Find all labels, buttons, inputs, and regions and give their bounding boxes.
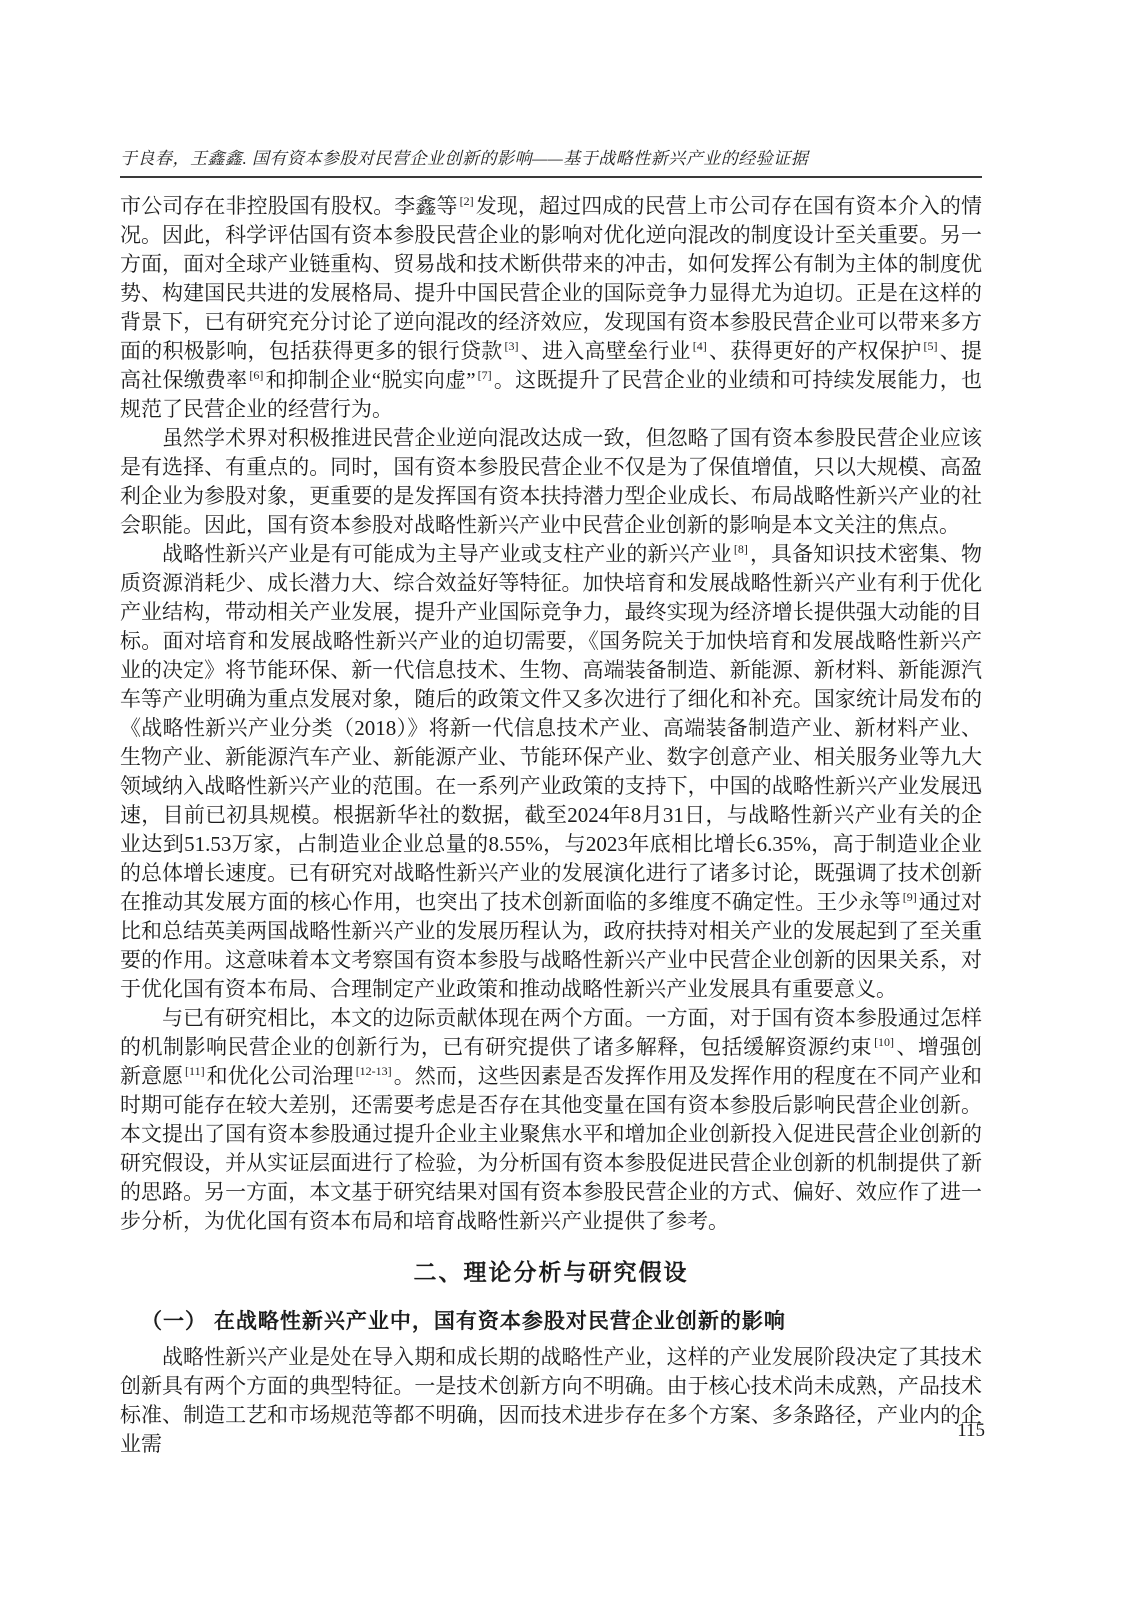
page-number: 115 xyxy=(957,1420,985,1441)
paragraph-4: 与已有研究相比，本文的边际贡献体现在两个方面。一方面，对于国有资本参股通过怎样的机制影响民营企业的创新行为，已有研究提供了诸多解释，包括缓解资源约束 [10]、增强创新意愿 [11]和优化公司治理 [12-13]。然而，这些因素是否发挥作用及发挥作用的程度在不同产业和时期可能存在较大差别，还需要考虑是否存在其他变量在国有资本参股后影响民营企业创新。本文提出了国有资本参股通过提升企业主业聚焦水平和增加企业创新投入促进民营企业创新的研究假设，并从实证层面进行了检验，为分析国有资本参股促进民营企业创新的机制提供了新的思路。另一方面，本文基于研究结果对国有资本参股民营企业的方式、偏好、效应作了进一步分析，为优化国有资本布局和培育战略性新兴产业提供了参考。 xyxy=(120,1006,983,1233)
header-rule xyxy=(120,176,982,178)
running-head: 于良春，王鑫鑫. 国有资本参股对民营企业创新的影响——基于战略性新兴产业的经验证据 xyxy=(120,149,809,168)
content-column xyxy=(120,148,982,1459)
paragraph-5: 战略性新兴产业是处在导入期和成长期的战略性产业，这样的产业发展阶段决定了其技术创新具有两个方面的典型特征。一是技术创新方向不明确。由于核心技术尚未成熟，产品技术标准、制造工艺和市场规范等都不明确，因而技术进步存在多个方案、多条路径，产业内的企业需 xyxy=(120,1345,982,1456)
subsection-heading: （一） 在战略性新兴产业中，国有资本参股对民营企业创新的影响 xyxy=(141,1310,786,1333)
section-heading: 二、理论分析与研究假设 xyxy=(413,1259,689,1285)
paragraph-3: 战略性新兴产业是有可能成为主导产业或支柱产业的新兴产业 [8]，具备知识技术密集、物质资源消耗少、成长潜力大、综合效益好等特征。加快培育和发展战略性新兴产业有利于优化产业结构，带动相关产业发展，提升产业国际竞争力，最终实现为经济增长提供强大动能的目标。面对培育和发展战略性新兴产业的迫切需要，《国务院关于加快培育和发展战略性新兴产业的决定》将节能环保、新一代信息技术、生物、高端装备制造、新能源、新材料、新能源汽车等产业明确为重点发展对象，随后的政策文件又多次进行了细化和补充。国家统计局发布的《战略性新兴产业分类（2018）》将新一代信息技术产业、高端装备制造产业、新材料产业、生物产业、新能源汽车产业、新能源产业、节能环保产业、数字创意产业、相关服务业等九大领域纳入战略性新兴产业的范围。在一系列产业政策的支持下，中国的战略性新兴产业发展迅速，目前已初具规模。根据新华社的数据，截至2024年8月31日，与战略性新兴产业有关的企业达到51.53万家，占制造业企业总量的8.55%，与2023年底相比增长6.35%，高于制造业企业的总体增长速度。已有研究对战略性新兴产业的发展演化进行了诸多讨论，既强调了技术创新在推动其发展方面的核心作用，也突出了技术创新面临的多维度不确定性。王少永等 [9]通过对比和总结英美两国战略性新兴产业的发展历程认为，政府扶持对相关产业的发展起到了至关重要的作用。这意味着本文考察国有资本参股与战略性新兴产业中民营企业创新的因果关系，对于优化国有资本布局、合理制定产业政策和推动战略性新兴产业发展具有重要意义。 xyxy=(120,542,983,1001)
paragraph-continuation: 市公司存在非控股国有股权。李鑫等 [2]发现，超过四成的民营上市公司存在国有资本介入的情况。因此，科学评估国有资本参股民营企业的影响对优化逆向混改的制度设计至关重要。另一方面，面对全球产业链重构、贸易战和技术断供带来的冲击，如何发挥公有制为主体的制度优势、构建国民共进的发展格局、提升中国民营企业的国际竞争力显得尤为迫切。正是在这样的背景下，已有研究充分讨论了逆向混改的经济效应，发现国有资本参股民营企业可以带来多方面的积极影响，包括获得更多的银行贷款 [3]、进入高壁垒行业 [4]、获得更好的产权保护 [5]、提高社保缴费率 [6]和抑制企业“脱实向虚” [7]。这既提升了民营企业的业绩和可持续发展能力，也规范了民营企业的经营行为。 xyxy=(120,194,983,421)
paragraph-2: 虽然学术界对积极推进民营企业逆向混改达成一致，但忽略了国有资本参股民营企业应该是有选择、有重点的。同时，国有资本参股民营企业不仅是为了保值增值，只以大规模、高盈利企业为参股对象，更重要的是发挥国有资本扶持潜力型企业成长、布局战略性新兴产业的社会职能。因此，国有资本参股对战略性新兴产业中民营企业创新的影响是本文关注的焦点。 xyxy=(120,426,982,537)
article-body xyxy=(120,192,982,1459)
